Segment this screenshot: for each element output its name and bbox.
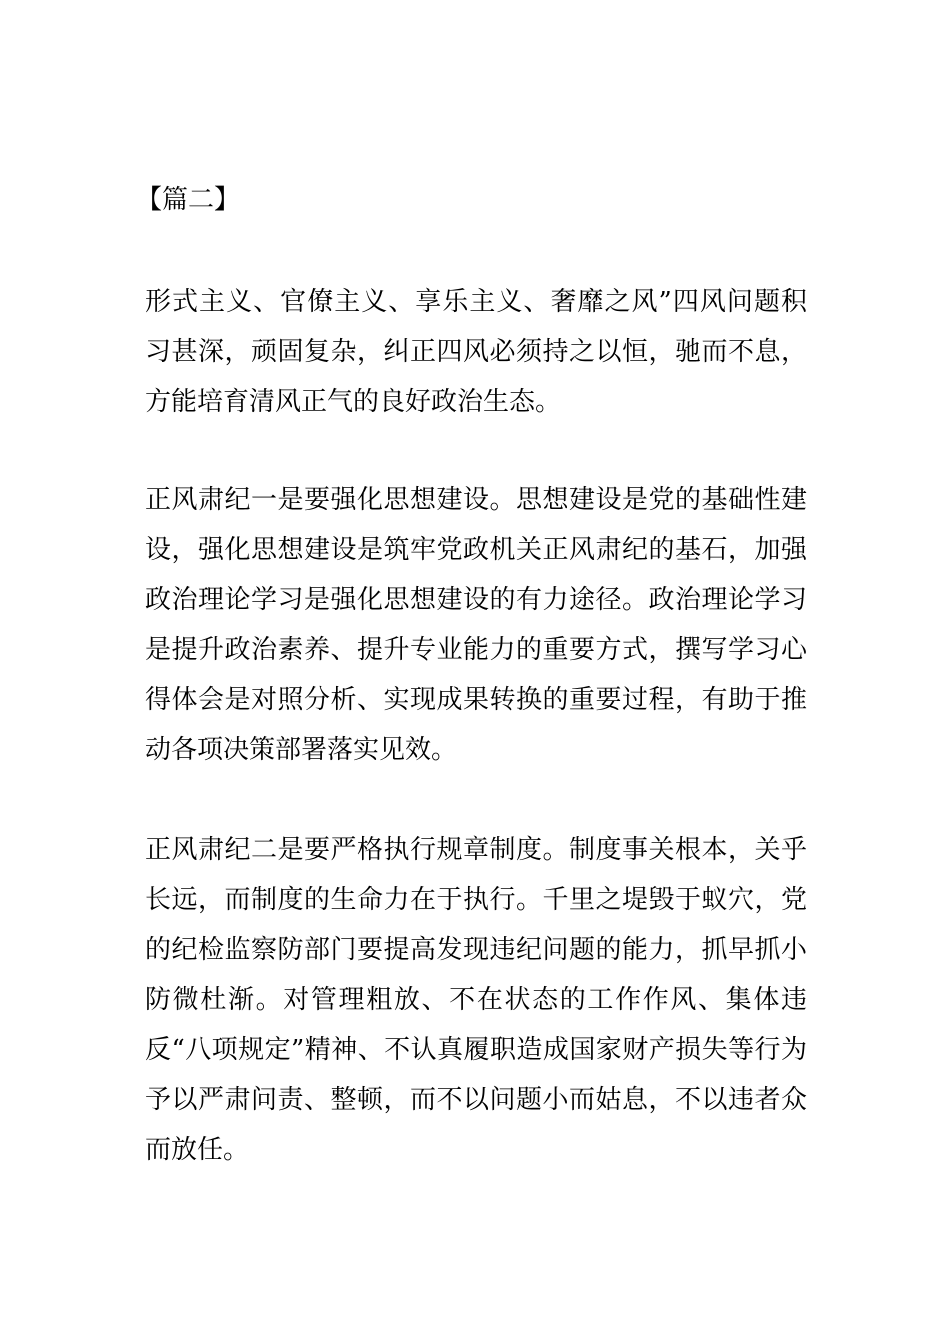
section-heading: 【篇二】 xyxy=(136,185,241,215)
paragraph-1: 形式主义、官僚主义、享乐主义、奢靡之风”四风问题积习甚深，顽固复杂，纠正四风必须持之以恒，驰而不息，方能培育清风正气的良好政治生态。 xyxy=(145,287,807,417)
paragraph-2: 正风肃纪一是要强化思想建设。思想建设是党的基础性建设，强化思想建设是筑牢党政机关正风肃纪的基石，加强政治理论学习是强化思想建设的有力途径。政治理论学习是提升政治素养、提升专业能力的重要方式，撰写学习心得体会是对照分析、实现成果转换的重要过程，有助于推动各项决策部署落实见效。 xyxy=(145,485,807,765)
paragraph-3: 正风肃纪二是要严格执行规章制度。制度事关根本，关乎长远，而制度的生命力在于执行。千里之堤毁于蚁穴，党的纪检监察防部门要提高发现违纪问题的能力，抓早抓小防微杜渐。对管理粗放、不在状态的工作作风、集体违反“八项规定”精神、不认真履职造成国家财产损失等行为予以严肃问责、整顿，而不以问题小而姑息，不以违者众而放任。 xyxy=(145,835,807,1165)
